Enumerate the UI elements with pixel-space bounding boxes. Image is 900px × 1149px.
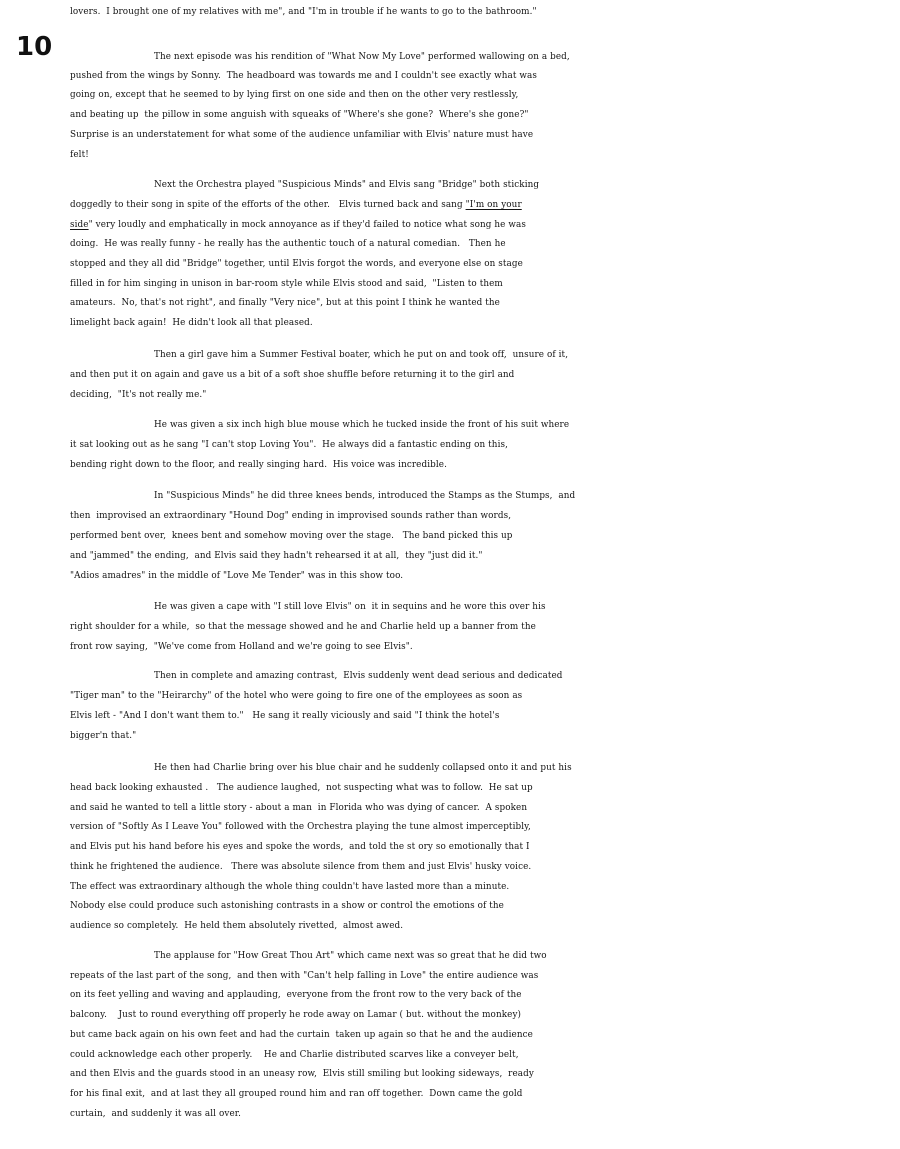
text-line: on its feet yelling and waving and applauding, everyone from the front row to the very back of the (70, 990, 522, 1000)
text-line: pushed from the wings by Sonny. The headboard was towards me and I couldn't see exactly what was (70, 71, 537, 81)
text-line: limelight back again! He didn't look all that pleased. (70, 318, 313, 328)
text-line (70, 196, 900, 215)
text-line: head back looking exhausted . The audience laughed, not suspecting what was to follow. He sat up (70, 783, 533, 793)
text-line: and Elvis put his hand before his eyes and spoke the words, and told the st ory so emotionally that I (70, 842, 530, 852)
text-line: curtain, and suddenly it was all over. (70, 1109, 241, 1119)
text-line: filled in for him singing in unison in bar-room style while Elvis stood and said, "Listen to them (70, 279, 503, 289)
text-line: then improvised an extraordinary "Hound Dog" ending in improvised sounds rather than words, (70, 511, 512, 521)
text-line: amateurs. No, that's not right", and finally "Very nice", but at this point I think he wanted the (70, 298, 500, 308)
text-line: Nobody else could produce such astonishing contrasts in a show or control the emotions of the (70, 901, 504, 911)
text-line: He was given a six inch high blue mouse which he tucked inside the front of his suit where (154, 420, 570, 430)
text-line: could acknowledge each other properly. He and Charlie distributed scarves like a conveyer belt, (70, 1050, 519, 1060)
underlined-text: side (70, 220, 89, 230)
text-line: performed bent over, knees bent and somehow moving over the stage. The band picked this up (70, 531, 513, 541)
page-number: 10 (16, 32, 53, 62)
text-line: He was given a cape with "I still love Elvis" on it in sequins and he wore this over his (154, 602, 546, 612)
text-line: Surprise is an understatement for what some of the audience unfamiliar with Elvis' nature must have (70, 130, 534, 140)
text-line: Elvis left - "And I don't want them to." He sang it really viciously and said "I think the hotel's (70, 711, 500, 721)
text-line: right shoulder for a while, so that the message showed and he and Charlie held up a banner from the (70, 622, 536, 632)
text-line: He then had Charlie bring over his blue chair and he suddenly collapsed onto it and put his (154, 763, 572, 773)
text-line: stopped and they all did "Bridge" together, until Elvis forgot the words, and everyone else on stage (70, 259, 523, 269)
text-line: deciding, "It's not really me." (70, 390, 207, 400)
text-line: it sat looking out as he sang "I can't stop Loving You". He always did a fantastic ending on this, (70, 440, 508, 450)
text-line: Then in complete and amazing contrast, Elvis suddenly went dead serious and dedicated (154, 671, 563, 681)
text-line: and beating up the pillow in some anguish with squeaks of "Where's she gone? Where's she gone?" (70, 110, 529, 120)
text-line: and "jammed" the ending, and Elvis said they hadn't rehearsed it at all, they "just did it." (70, 551, 483, 561)
text-line: and then Elvis and the guards stood in an uneasy row, Elvis still smiling but looking sideways, ready (70, 1069, 534, 1079)
text-line: and then put it on again and gave us a bit of a soft shoe shuffle before returning it to the girl and (70, 370, 515, 380)
text-line: felt! (70, 150, 89, 160)
text-line: The applause for "How Great Thou Art" which came next was so great that he did two (154, 951, 547, 961)
text-line: and said he wanted to tell a little story - about a man in Florida who was dying of cancer. A spoken (70, 803, 528, 813)
text-line: "Tiger man" to the "Heirarchy" of the hotel who were going to fire one of the employees as soon as (70, 691, 523, 701)
text-line: The effect was extraordinary although the whole thing couldn't have lasted more than a minute. (70, 882, 510, 892)
text-line: version of "Softly As I Leave You" followed with the Orchestra playing the tune almost imperceptibly, (70, 822, 531, 832)
text-line: bigger'n that." (70, 731, 137, 741)
text-line: The next episode was his rendition of "What Now My Love" performed wallowing on a bed, (154, 52, 570, 62)
text-line (70, 216, 900, 235)
text-run: " very loudly and emphatically in mock annoyance as if they'd failed to notice what song he was (88, 220, 526, 230)
text-line: bending right down to the floor, and really singing hard. His voice was incredible. (70, 460, 447, 470)
text-line: repeats of the last part of the song, and then with "Can't help falling in Love" the entire audience was (70, 971, 539, 981)
text-line: In "Suspicious Minds" he did three knees bends, introduced the Stamps as the Stumps, and (154, 491, 576, 501)
text-line: going on, except that he seemed to by lying first on one side and then on the other very restlessly, (70, 90, 519, 100)
text-line: lovers. I brought one of my relatives with me", and "I'm in trouble if he wants to go to the bathroom." (70, 7, 537, 17)
text-line: doing. He was really funny - he really has the authentic touch of a natural comedian. Then he (70, 239, 506, 249)
text-line: audience so completely. He held them absolutely rivetted, almost awed. (70, 921, 404, 931)
text-line: front row saying, "We've come from Holland and we're going to see Elvis". (70, 642, 413, 652)
text-run: doggedly to their song in spite of the efforts of the other. Elvis turned back and sang (70, 200, 466, 210)
text-line: but came back again on his own feet and had the curtain taken up again so that he and the audience (70, 1030, 533, 1040)
text-line: for his final exit, and at last they all grouped round him and ran off together. Down came the gold (70, 1089, 523, 1099)
text-line: think he frightened the audience. There was absolute silence from them and just Elvis' husky voice. (70, 862, 532, 872)
text-line: Next the Orchestra played "Suspicious Minds" and Elvis sang "Bridge" both sticking (154, 180, 540, 190)
text-line: balcony. Just to round everything off properly he rode away on Lamar ( but. without the monkey) (70, 1010, 522, 1020)
text-line: "Adios amadres" in the middle of "Love Me Tender" was in this show too. (70, 571, 404, 581)
underlined-text: "I'm on your (465, 200, 522, 210)
text-line: Then a girl gave him a Summer Festival boater, which he put on and took off, unsure of it, (154, 350, 569, 360)
